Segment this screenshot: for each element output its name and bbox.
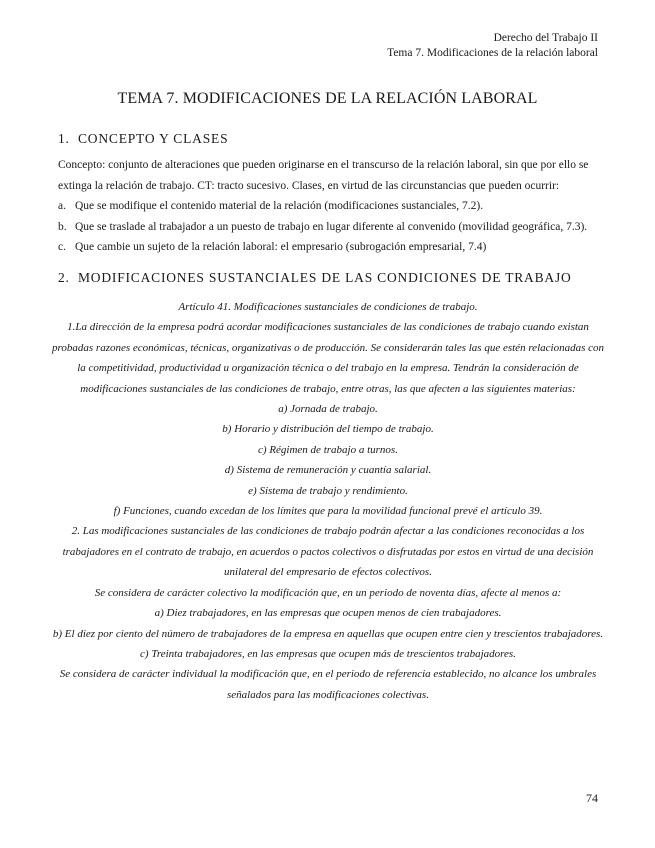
section-1-number: 1. xyxy=(58,131,70,146)
concept-paragraph: Concepto: conjunto de alteraciones que pueden originarse en el transcurso de la relación laboral, sin que por ello se extinga la relación de trabajo. CT: tracto sucesivo. Clases, en virtud de las circunstancias que pueden ocurrir: xyxy=(58,159,589,192)
list-marker: c. xyxy=(58,241,66,253)
article-item: b) El diez por ciento del número de trabajadores de la empresa en aquellas que ocupen entre cien y trescientos trabajadores. xyxy=(52,627,604,640)
article-paragraph-2: 2. Las modificaciones sustanciales de las condiciones de trabajo podrán afectar a las condiciones reconocidas a los trabajadores en el contrato de trabajo, en acuerdos o pactos colectivos o disfrutadas por estos en virtud de una decisión unilateral del empresario de efectos colectivos. xyxy=(62,525,594,579)
section-1-title: CONCEPTO Y CLASES xyxy=(78,131,229,146)
list-marker: a. xyxy=(58,200,66,212)
article-paragraph-4: Se considera de carácter individual la modificación que, en el periodo de referencia establecido, no alcance los umbrales señalados para las modificaciones colectivas. xyxy=(59,668,597,701)
section-1-body xyxy=(58,155,603,258)
article-item: a) Jornada de trabajo. xyxy=(278,403,378,416)
list-marker: b. xyxy=(58,220,67,233)
article-item: b) Horario y distribución del tiempo de trabajo. xyxy=(222,423,434,436)
article-item: d) Sistema de remuneración y cuantía salarial. xyxy=(224,464,432,477)
list-item xyxy=(58,237,603,258)
header-course: Derecho del Trabajo II xyxy=(493,32,598,44)
article-paragraph-1: 1.La dirección de la empresa podrá acordar modificaciones sustanciales de las condiciones de trabajo cuando existan probadas razones económicas, técnicas, organizativas o de producción. Se considerarán tales las que estén relacionadas con la competitividad, productividad u organización técnica o del trabajo en la empresa. Tendrán la consideración de modificaciones sustanciales de las condiciones de trabajo, entre otras, las que afecten a las siguientes materias: xyxy=(52,321,604,395)
section-2-title: MODIFICACIONES SUSTANCIALES DE LAS CONDICIONES DE TRABAJO xyxy=(78,270,572,285)
article-41-quote xyxy=(48,297,608,705)
page-title: TEMA 7. MODIFICACIONES DE LA RELACIÓN LABORAL xyxy=(117,90,538,107)
section-1-heading xyxy=(58,131,228,147)
section-2-heading xyxy=(58,270,572,286)
article-item: c) Treinta trabajadores, en las empresas que ocupen más de trescientos trabajadores. xyxy=(140,647,516,660)
list-item xyxy=(58,217,603,238)
article-item: e) Sistema de trabajo y rendimiento. xyxy=(248,484,408,497)
article-item: c) Régimen de trabajo a turnos. xyxy=(258,443,398,456)
article-item: a) Diez trabajadores, en las empresas que ocupen menos de cien trabajadores. xyxy=(154,607,502,620)
page-number: 74 xyxy=(586,791,598,805)
list-text: Que cambie un sujeto de la relación laboral: el empresario (subrogación empresarial, 7.4) xyxy=(75,241,487,253)
list-item xyxy=(58,196,603,217)
article-paragraph-3: Se considera de carácter colectivo la modificación que, en un periodo de noventa días, afecte al menos a: xyxy=(94,586,562,599)
article-item: f) Funciones, cuando excedan de los límites que para la movilidad funcional prevé el artículo 39. xyxy=(113,505,543,518)
header-topic: Tema 7. Modificaciones de la relación laboral xyxy=(387,46,598,59)
list-text: Que se traslade al trabajador a un puesto de trabajo en lugar diferente al convenido (movilidad geográfica, 7.3). xyxy=(75,220,588,233)
page-header xyxy=(387,31,598,60)
article-title: Artículo 41. Modificaciones sustanciales de condiciones de trabajo. xyxy=(178,301,478,313)
section-2-number: 2. xyxy=(58,270,70,285)
list-text: Que se modifique el contenido material de la relación (modificaciones sustanciales, 7.2). xyxy=(75,200,484,212)
